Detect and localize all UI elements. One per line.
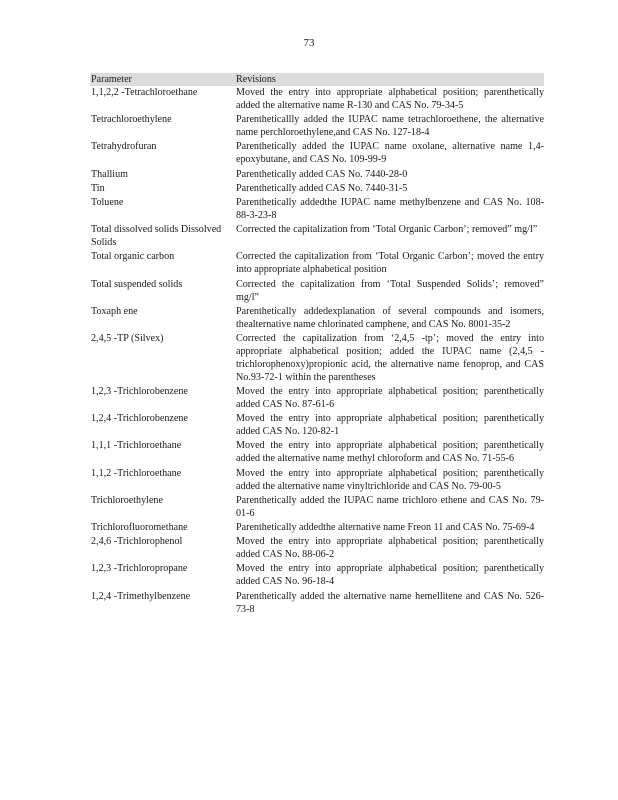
table-row — [90, 86, 544, 113]
table-row — [90, 182, 544, 196]
table-row — [90, 562, 544, 589]
revisions-table — [90, 73, 544, 617]
revision-cell: Moved the entry into appropriate alphabetical position; parenthetically added CAS No. 87-61-6 — [236, 386, 544, 411]
table-row — [90, 332, 544, 385]
revision-cell: Parenthetically added the IUPAC name trichloro ethene and CAS No. 79-01-6 — [236, 494, 544, 519]
table-row — [90, 196, 544, 223]
parameter-cell: 1,2,4 -Trimethylbenzene — [91, 590, 191, 602]
revision-cell: Parenthetically added CAS No. 7440-28-0 — [236, 168, 408, 180]
parameter-cell: Total dissolved solids Dissolved Solids — [91, 224, 222, 249]
parameter-cell: Tetrachloroethylene — [91, 114, 172, 126]
parameter-cell: Total suspended solids — [91, 278, 183, 290]
table-row — [90, 412, 544, 439]
revision-cell: Moved the entry into appropriate alphabetical position; parenthetically added the alternative name R-130 and CAS No. 79-34-5 — [236, 87, 544, 111]
table-row — [90, 590, 544, 617]
revision-cell: Moved the entry into appropriate alphabetical position; parenthetically added the alternative name methyl chloroform and CAS No. 71-55-6 — [236, 440, 544, 465]
table-row — [90, 467, 544, 494]
revision-cell: Corrected the capitalization from ‘Total Suspended Solids’; removed” mg/l” — [236, 278, 544, 303]
parameter-cell: 1,1,2,2 -Tetrachloroethane — [91, 87, 198, 98]
parameter-cell: 2,4,6 -Trichlorophenol — [91, 536, 183, 548]
revision-cell: Moved the entry into appropriate alphabetical position; parenthetically added CAS No. 96-18-4 — [236, 563, 544, 588]
table-header-row — [90, 73, 544, 86]
revision-cell: Parenthetically addedexplanation of several compounds and isomers, thealternative name chlorinated camphene, and CAS No. 8001-35-2 — [236, 305, 544, 330]
parameter-cell: 1,2,3 -Trichloropropane — [91, 563, 188, 575]
page-number: 73 — [303, 37, 315, 49]
parameter-cell: 1,2,3 -Trichlorobenzene — [91, 386, 188, 398]
revision-cell: Parenthetically addedthe alternative name Freon 11 and CAS No. 75-69-4 — [236, 522, 535, 533]
revision-cell: Corrected the capitalization from ‘Total Organic Carbon’; removed” mg/l” — [236, 224, 538, 236]
parameter-cell: Tetrahydrofuran — [91, 141, 157, 153]
parameter-cell: Total organic carbon — [91, 251, 175, 263]
parameter-cell: 1,2,4 -Trichlorobenzene — [91, 413, 188, 425]
header-revisions: Revisions — [235, 73, 544, 86]
header-parameter: Parameter — [90, 73, 235, 86]
revision-cell: Parenthetically added CAS No. 7440-31-5 — [236, 182, 408, 194]
table-row — [90, 385, 544, 412]
revision-cell: Parenthetically addedthe IUPAC name methylbenzene and CAS No. 108-88-3-23-8 — [236, 196, 544, 221]
parameter-cell: 1,1,1 -Trichloroethane — [91, 440, 182, 452]
table-row — [90, 250, 544, 277]
revision-cell: Corrected the capitalization from ‘2,4,5 -tp’; moved the entry into appropriate alphabetical position; added the IUPAC name (2,4,5 -trichlorophenoxy)propionic acid, the alternative name fenoprop, and CAS No.93-72-1 within the parentheses — [236, 332, 544, 383]
revision-cell: Corrected the capitalization from ‘Total Organic Carbon’; moved the entry into appropriate alphabetical position — [236, 251, 544, 276]
table-row — [90, 521, 544, 535]
table-row — [90, 494, 544, 521]
table-row — [90, 278, 544, 305]
table-row — [90, 168, 544, 182]
parameter-cell: Toxaph ene — [91, 305, 138, 317]
parameter-cell: 1,1,2 -Trichloroethane — [91, 467, 182, 479]
parameter-cell: Trichlorofluoromethane — [91, 522, 188, 533]
parameter-cell: Toluene — [91, 196, 124, 208]
revision-cell: Moved the entry into appropriate alphabetical position; parenthetically added the alternative name vinyltrichloride and CAS No. 79-00-5 — [236, 467, 544, 492]
table-row — [90, 305, 544, 332]
table-row — [90, 140, 544, 167]
parameter-cell: Tin — [91, 182, 105, 194]
parameter-cell: 2,4,5 -TP (Silvex) — [91, 332, 164, 344]
parameter-cell: Trichloroethylene — [91, 494, 163, 506]
table-row — [90, 113, 544, 140]
revision-cell: Parenthetically added the alternative name hemellitene and CAS No. 526-73-8 — [236, 590, 544, 615]
table-row — [90, 439, 544, 466]
revision-cell: Moved the entry into appropriate alphabetical position; parenthetically added CAS No. 120-82-1 — [236, 413, 544, 438]
revision-cell: Parentheticallly added the IUPAC name tetrachloroethene, the alternative name perchloroethylene,and CAS No. 127-18-4 — [236, 114, 544, 139]
table-row — [90, 223, 544, 250]
revision-cell: Parenthetically added the IUPAC name oxolane, alternative name 1,4-epoxybutane, and CAS No. 109-99-9 — [236, 141, 544, 166]
table-row — [90, 535, 544, 562]
parameter-cell: Thallium — [91, 168, 129, 180]
revision-cell: Moved the entry into appropriate alphabetical position; parenthetically added CAS No. 88-06-2 — [236, 536, 544, 561]
